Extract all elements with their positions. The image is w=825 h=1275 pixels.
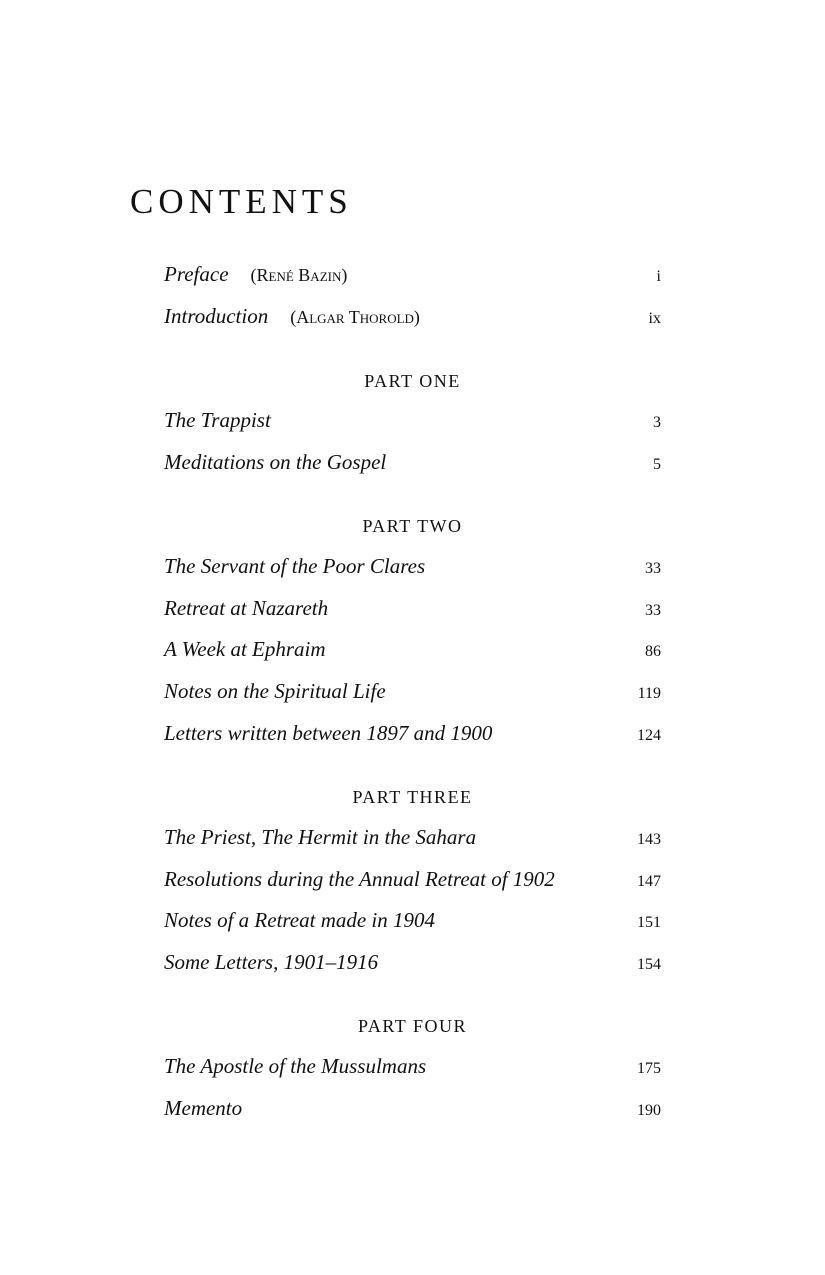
toc-entry-title: Resolutions during the Annual Retreat of 1902 bbox=[164, 867, 555, 891]
toc-entry-page: ix bbox=[648, 310, 661, 327]
toc-entry-author: (Algar Thorold) bbox=[290, 307, 420, 327]
toc-entry-author: (René Bazin) bbox=[250, 265, 348, 285]
toc-entry[interactable] bbox=[164, 408, 661, 438]
toc-entry[interactable] bbox=[164, 637, 661, 667]
toc-entry[interactable] bbox=[164, 825, 661, 855]
toc-entry-title: Memento bbox=[164, 1096, 243, 1120]
toc-entry-page: 33 bbox=[645, 560, 661, 577]
toc-entry-page: 143 bbox=[637, 831, 661, 848]
toc-entry-title: The Servant of the Poor Clares bbox=[164, 554, 426, 578]
part-one-heading: PART ONE bbox=[364, 371, 461, 391]
toc-entry-page: 86 bbox=[645, 643, 661, 660]
toc-entry[interactable] bbox=[164, 596, 661, 626]
toc-entry-page: 119 bbox=[637, 685, 661, 702]
toc-entry-page: 124 bbox=[637, 727, 661, 744]
toc-entry-title: The Priest, The Hermit in the Sahara bbox=[164, 825, 477, 849]
toc-entry[interactable] bbox=[164, 554, 661, 584]
toc-entry[interactable] bbox=[164, 1054, 661, 1084]
toc-entry-title: The Apostle of the Mussulmans bbox=[164, 1054, 427, 1078]
toc-entry-page: 175 bbox=[637, 1060, 661, 1077]
toc-entry-title: Meditations on the Gospel bbox=[164, 450, 387, 474]
toc-entry-title-group bbox=[164, 262, 347, 287]
toc-entry-page: 3 bbox=[653, 414, 661, 431]
toc-entry[interactable] bbox=[164, 1096, 661, 1126]
part-two-heading: PART TWO bbox=[362, 516, 463, 536]
toc-entry-page: 154 bbox=[637, 956, 661, 973]
toc-entry[interactable] bbox=[164, 908, 661, 938]
toc-entry-introduction[interactable] bbox=[164, 304, 661, 334]
toc-entry-page: 190 bbox=[637, 1102, 661, 1119]
toc-entry-page: 151 bbox=[637, 914, 661, 931]
toc-entry-preface[interactable] bbox=[164, 262, 661, 292]
toc-entry[interactable] bbox=[164, 867, 661, 897]
toc-entry-title: Preface bbox=[164, 262, 229, 286]
toc-entry-page: i bbox=[656, 268, 661, 285]
toc-entry-title-group bbox=[164, 304, 420, 329]
toc-entry-page: 33 bbox=[645, 602, 661, 619]
toc-entry[interactable] bbox=[164, 950, 661, 980]
toc-entry-title: Letters written between 1897 and 1900 bbox=[164, 721, 493, 745]
toc-entry-title: Some Letters, 1901–1916 bbox=[164, 950, 379, 974]
toc-entry-page: 5 bbox=[653, 456, 661, 473]
toc-entry[interactable] bbox=[164, 679, 661, 709]
page-title: CONTENTS bbox=[130, 182, 353, 221]
toc-entry-title: Retreat at Nazareth bbox=[164, 596, 329, 620]
toc-entry[interactable] bbox=[164, 450, 661, 480]
toc-entry-title: Introduction bbox=[164, 304, 269, 328]
part-three-heading: PART THREE bbox=[352, 787, 473, 807]
part-four-heading: PART FOUR bbox=[358, 1016, 467, 1036]
toc-entry-page: 147 bbox=[637, 873, 661, 890]
toc-entry[interactable] bbox=[164, 721, 661, 751]
toc-entry-title: Notes on the Spiritual Life bbox=[164, 679, 386, 703]
toc-entry-title: The Trappist bbox=[164, 408, 271, 432]
toc-entry-title: A Week at Ephraim bbox=[164, 637, 326, 661]
toc-entry-title: Notes of a Retreat made in 1904 bbox=[164, 908, 436, 932]
